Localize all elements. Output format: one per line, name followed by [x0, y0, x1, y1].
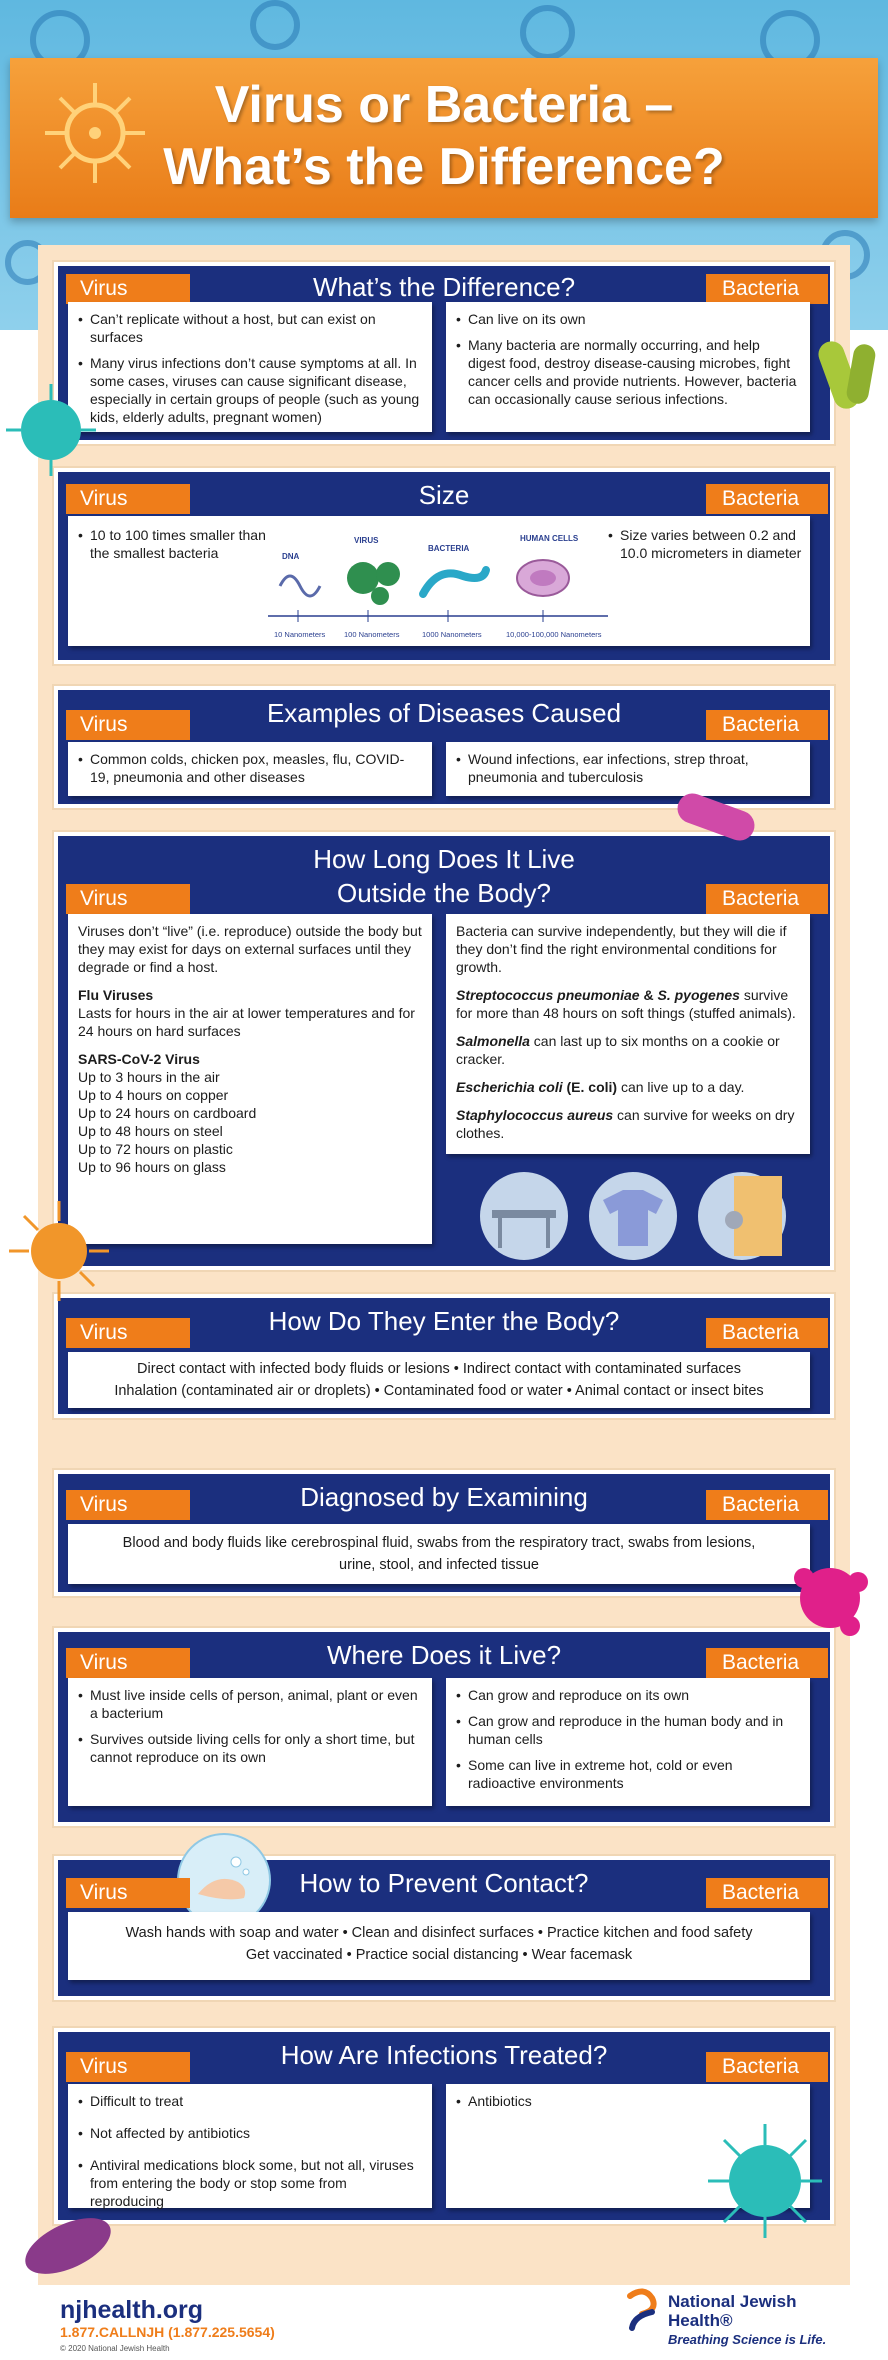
virus-card: [68, 742, 432, 796]
section-title: Diagnosed by Examining: [300, 1482, 588, 1512]
diagram-label: BACTERIA: [428, 544, 470, 553]
bacteria-intro: Bacteria can survive independently, but they will die if they don’t find the right environmental conditions for growth.: [456, 923, 787, 975]
bacteria-tag: Bacteria: [706, 710, 828, 740]
bacteria-item: Salmonella can last up to six months on a cookie or cracker.: [456, 1033, 780, 1067]
bacteria-item: Streptococcus pneumoniae & S. pyogenes survive for more than 48 hours on soft things (stuffed animals).: [456, 987, 796, 1021]
section-diagnosed: [54, 1470, 834, 1596]
diagnosed-line: Blood and body fluids like cerebrospinal fluid, swabs from the respiratory tract, swabs from lesions,: [122, 1535, 756, 1551]
list-item: • Many virus infections don’t cause symptoms at all. In some cases, viruses can cause significant disease, especially in certain groups of people (such as young kids, elderly adults, pregnant women): [78, 354, 422, 426]
bacteria-icon: [666, 782, 766, 872]
diagnosed-card: [68, 1524, 810, 1584]
page-title: Virus or Bacteria – What’s the Difference?: [163, 76, 725, 196]
list-item: • Can live on its own: [456, 310, 800, 328]
virus-icon: [700, 2116, 830, 2246]
bacteria-card: [446, 914, 810, 1154]
list-item: • Wound infections, ear infections, strep throat, pneumonia and tuberculosis: [456, 750, 800, 786]
bacteria-tag: Bacteria: [706, 1490, 828, 1520]
list-item: • Some can live in extreme hot, cold or even radioactive environments: [456, 1756, 800, 1792]
virus-tag: Virus: [66, 484, 190, 514]
flu-text: Lasts for hours in the air at lower temperatures and for 24 hours on hard surfaces: [78, 1005, 415, 1039]
enter-line: Inhalation (contaminated air or droplets) • Contaminated food or water • Animal contact or insect bites: [114, 1383, 764, 1399]
virus-icon: [6, 380, 96, 480]
diagram-label: HUMAN CELLS: [520, 534, 579, 543]
virus-card: [68, 914, 432, 1244]
phone-number[interactable]: 1.877.CALLNJH (1.877.225.5654): [60, 2324, 275, 2340]
list-item: • Difficult to treat: [78, 2092, 422, 2110]
logo-tagline: Breathing Science is Life.: [668, 2332, 827, 2347]
bacteria-item: Staphylococcus aureus can survive for weeks on dry clothes.: [456, 1107, 795, 1141]
bacteria-card: [446, 1678, 810, 1806]
section-lifespan: [54, 832, 834, 1270]
virus-tag: Virus: [66, 1490, 190, 1520]
list-item: • Many bacteria are normally occurring, and help digest food, destroy disease-causing microbes, fight cancer cells and provide nutrients. However, bacteria can occasionally cause serious infections.: [456, 336, 800, 408]
section-title: Where Does it Live?: [326, 1640, 562, 1670]
bacteria-card: [446, 302, 810, 432]
virus-card: [68, 302, 432, 432]
virus-card: [68, 1678, 432, 1806]
section-title: How Are Infections Treated?: [280, 2040, 608, 2070]
surfaces-illustration: [478, 1170, 798, 1264]
section-title: How to Prevent Contact?: [299, 1868, 589, 1898]
title-banner: [10, 58, 878, 218]
bacteria-tag: Bacteria: [706, 484, 828, 514]
bacteria-tag: Bacteria: [706, 274, 828, 304]
logo-name: National Jewish Health®: [668, 2292, 797, 2330]
bacteria-tag: Bacteria: [706, 884, 828, 914]
virus-tag: Virus: [66, 710, 190, 740]
bacteria-icon: [806, 330, 888, 420]
bacteria-tag: Bacteria: [706, 1318, 828, 1348]
sars-line: Up to 96 hours on glass: [78, 1159, 226, 1175]
size-diagram: [258, 516, 618, 642]
bacteria-icon: [423, 570, 486, 594]
list-item: • Antiviral medications block some, but not all, viruses from entering the body or stop some from reproducing: [78, 2156, 422, 2210]
diagnosed-line: urine, stool, and infected tissue: [339, 1557, 539, 1573]
list-item: • Common colds, chicken pox, measles, flu, COVID-19, pneumonia and other diseases: [78, 750, 422, 786]
prevent-line: Wash hands with soap and water • Clean and disinfect surfaces • Practice kitchen and food safety: [125, 1925, 753, 1941]
virus-icon: [250, 0, 300, 50]
section-title: Size: [418, 480, 470, 510]
prevent-line: Get vaccinated • Practice social distancing • Wear facemask: [245, 1947, 633, 1963]
section-title: Examples of Diseases Caused: [266, 698, 622, 728]
virus-card: [68, 2084, 432, 2208]
diagram-label: VIRUS: [354, 536, 379, 545]
flu-heading: Flu Viruses: [78, 987, 154, 1003]
list-item: • Not affected by antibiotics: [78, 2124, 422, 2142]
bacteria-tag: Bacteria: [706, 1648, 828, 1678]
sars-heading: SARS-CoV-2 Virus: [78, 1051, 200, 1067]
virus-tag: Virus: [66, 1318, 190, 1348]
section-title: How Do They Enter the Body?: [268, 1306, 620, 1336]
sars-line: Up to 3 hours in the air: [78, 1069, 220, 1085]
section-live: [54, 1628, 834, 1826]
section-difference: [54, 262, 834, 444]
scale-label: 1000 Nanometers: [422, 630, 482, 639]
bacteria-tag: Bacteria: [706, 2052, 828, 2082]
section-enter: [54, 1294, 834, 1418]
virus-icon: [4, 1196, 114, 1306]
section-prevent: [54, 1856, 834, 2000]
virus-tag: Virus: [66, 884, 190, 914]
size-card: [68, 516, 810, 646]
section-title: What’s the Difference?: [312, 272, 576, 302]
bacteria-item: Escherichia coli (E. coli) can live up to a day.: [456, 1079, 745, 1095]
enter-line: Direct contact with infected body fluids or lesions • Indirect contact with contaminated surfaces: [137, 1361, 741, 1377]
dna-icon: [280, 576, 320, 596]
section-size: [54, 468, 834, 664]
scale-label: 100 Nanometers: [344, 630, 400, 639]
list-item: • Can’t replicate without a host, but can exist on surfaces: [78, 310, 422, 346]
sars-line: Up to 48 hours on steel: [78, 1123, 223, 1139]
copyright: © 2020 National Jewish Health: [60, 2344, 170, 2353]
website-link[interactable]: njhealth.org: [60, 2296, 204, 2324]
sars-line: Up to 4 hours on copper: [78, 1087, 229, 1103]
scale-label: 10 Nanometers: [274, 630, 326, 639]
virus-tag: Virus: [66, 1878, 190, 1908]
bacteria-tag: Bacteria: [706, 1878, 828, 1908]
prevent-card: [68, 1912, 810, 1980]
bacteria-icon: [8, 2196, 128, 2296]
list-item: • Can grow and reproduce in the human body and in human cells: [456, 1712, 800, 1748]
virus-tag: Virus: [66, 2052, 190, 2082]
virus-icon: [780, 1548, 880, 1648]
virus-intro: Viruses don’t “live” (i.e. reproduce) outside the body but they may exist for days on external surfaces until they degrade or find a host.: [78, 923, 422, 975]
sars-line: Up to 24 hours on cardboard: [78, 1105, 257, 1121]
diagram-label: DNA: [282, 552, 300, 561]
list-item: • Can grow and reproduce on its own: [456, 1686, 800, 1704]
list-item: • Must live inside cells of person, animal, plant or even a bacterium: [78, 1686, 422, 1722]
list-item: • 10 to 100 times smaller than the smallest bacteria: [78, 526, 268, 562]
scale-label: 10,000-100,000 Nanometers: [506, 630, 602, 639]
virus-tag: Virus: [66, 1648, 190, 1678]
bacteria-icon: [520, 5, 575, 60]
section-title: How Long Does It Live Outside the Body?: [313, 844, 575, 908]
list-item: • Size varies between 0.2 and 10.0 micrometers in diameter: [608, 526, 804, 562]
list-item: • Antibiotics: [456, 2092, 800, 2110]
sars-line: Up to 72 hours on plastic: [78, 1141, 233, 1157]
enter-card: [68, 1352, 810, 1408]
njh-logo-icon: [622, 2286, 662, 2336]
list-item: • Survives outside living cells for only a short time, but cannot reproduce on its own: [78, 1730, 422, 1766]
virus-tag: Virus: [66, 274, 190, 304]
